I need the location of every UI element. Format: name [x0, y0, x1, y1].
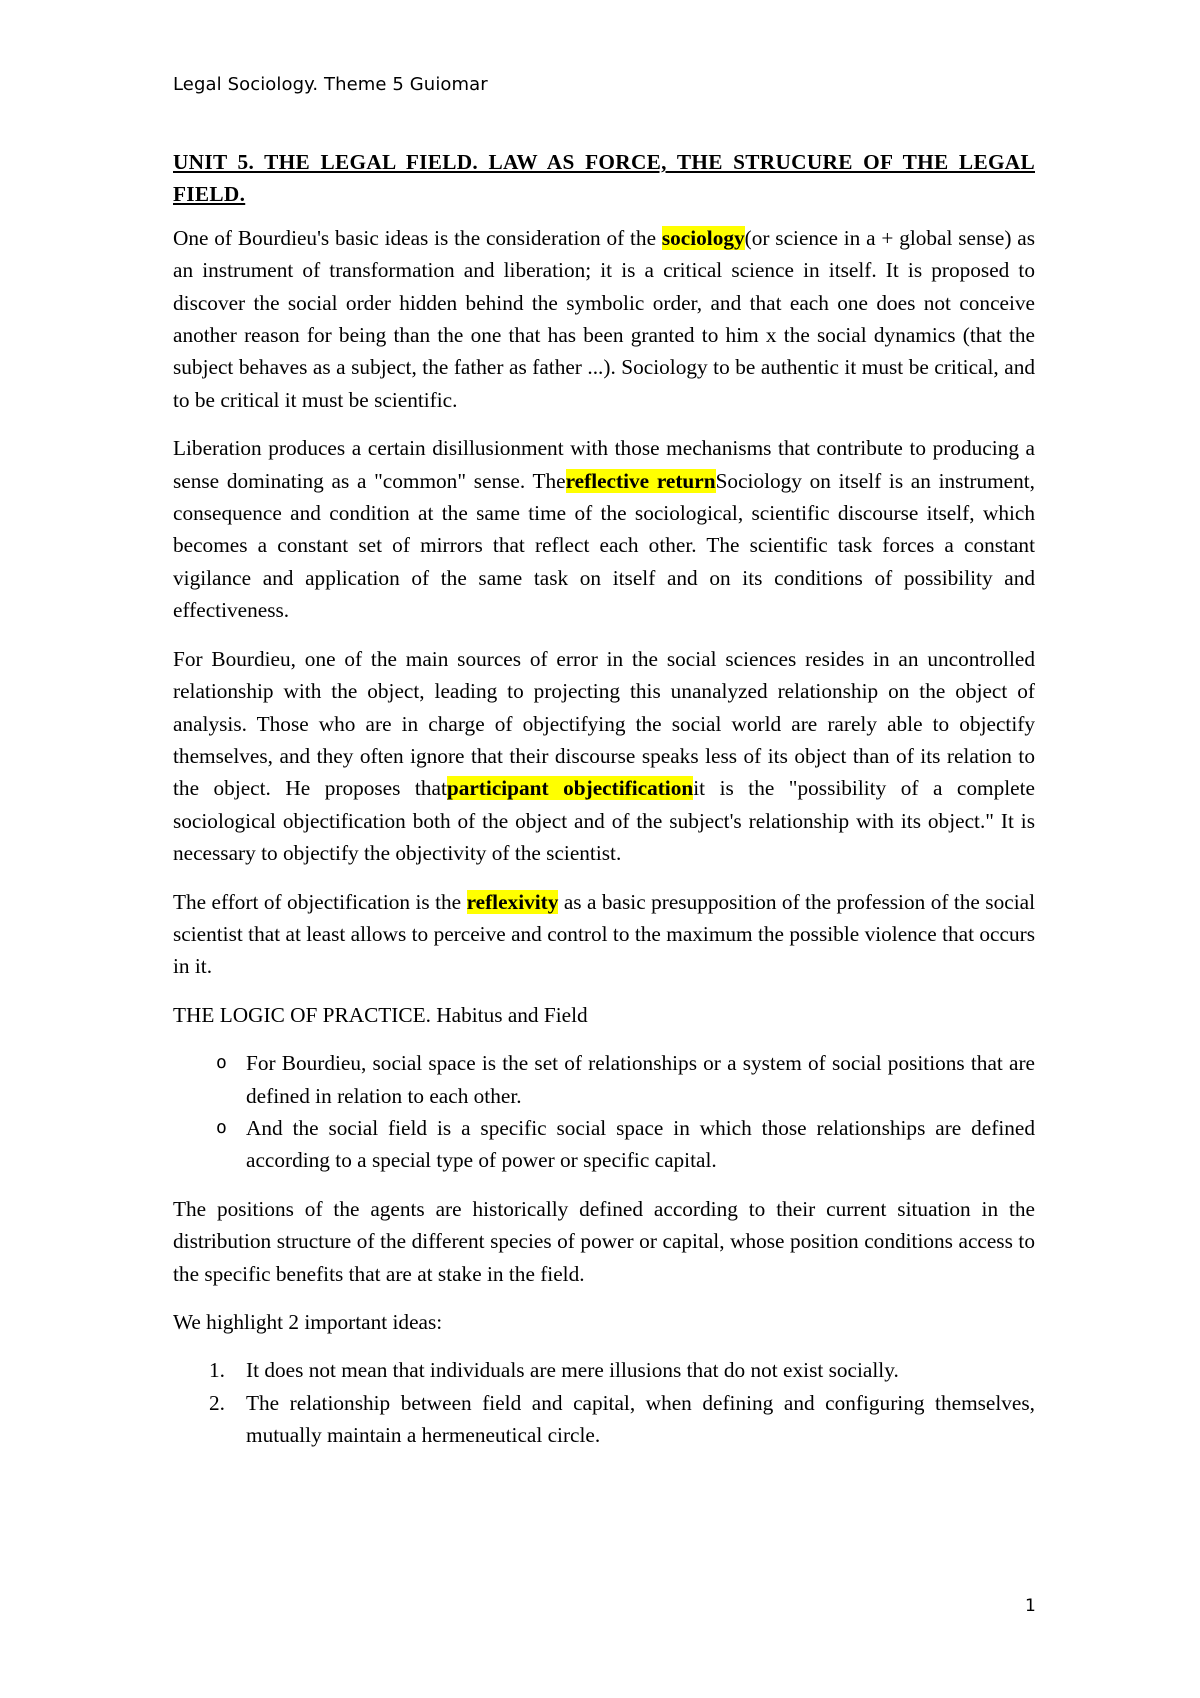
numbered-list — [173, 1354, 1035, 1451]
p3-after: it is the "possibility of a complete sociological objectification both of the object and of the subject's relationship with its object." It is necessary to objectify the objectivity of the scientist. — [173, 776, 1035, 866]
p3-before: For Bourdieu, one of the main sources of error in the social sciences resides in an uncontrolled relationship with the object, leading to projecting this unanalyzed relationship on the object of analysis. Those who are in charge of objectifying the social world are rarely able to objectify themselves, and they often ignore that their discourse speaks less of its object than of its relation to the object. He proposes that — [173, 646, 1035, 801]
paragraph-3 — [173, 643, 1035, 870]
item-text: It does not mean that individuals are mere illusions that do not exist socially. — [246, 1358, 899, 1383]
paragraph-1 — [173, 222, 1035, 416]
p4-before: The effort of objectification is the — [173, 889, 467, 914]
paragraph-2 — [173, 432, 1035, 626]
list-item — [173, 1354, 1035, 1386]
p2-after: Sociology on itself is an instrument, consequence and condition at the same time of the sociological, scientific discourse itself, which becomes a constant set of mirrors that reflect each other. The scientific task forces a constant vigilance and application of the same task on itself and on its conditions of possibility and effectiveness. — [173, 468, 1036, 623]
document-body — [173, 146, 1035, 1452]
item-number: 1. — [209, 1358, 225, 1383]
page-number: 1 — [1025, 1596, 1036, 1616]
highlight-participant-objectification: participant objectification — [446, 776, 694, 801]
highlight-reflexivity: reflexivity — [466, 889, 559, 914]
item-number: 2. — [209, 1390, 225, 1415]
list-item — [173, 1387, 1035, 1452]
p2-before: Liberation produces a certain disillusionment with those mechanisms that contribute to producing a sense dominating as a "common" sense. The — [173, 436, 1035, 493]
item-text: The relationship between field and capital, when defining and configuring themselves, mutually maintain a hermeneutical circle. — [246, 1390, 1035, 1448]
bullet-list — [173, 1047, 1035, 1177]
highlight-sociology: sociology — [661, 225, 745, 250]
unit-title: UNIT 5. THE LEGAL FIELD. LAW AS FORCE, THE STRUCURE OF THE LEGAL FIELD. — [173, 150, 1035, 207]
list-item — [173, 1112, 1035, 1177]
section-heading: THE LOGIC OF PRACTICE. Habitus and Field — [173, 1002, 588, 1027]
highlight-reflective-return: reflective return — [565, 468, 716, 493]
bullet-text: And the social field is a specific social space in which those relationships are defined according to a special type of power or specific capital. — [246, 1115, 1035, 1173]
paragraph-6: We highlight 2 important ideas: — [173, 1310, 443, 1334]
page-header: Legal Sociology. Theme 5 Guiomar — [173, 74, 488, 95]
p1-after: (or science in a + global sense) as an instrument of transformation and liberation; it is a critical science in itself. It is proposed to discover the social order hidden behind the symbolic order, and that each one does not conceive another reason for being than the one that has been granted to him x the social dynamics (that the subject behaves as a subject, the father as father ...). Sociology to be authentic it must be critical, and to be critical it must be scientific. — [173, 225, 1035, 412]
bullet-text: For Bourdieu, social space is the set of relationships or a system of social positions that are defined in relation to each other. — [246, 1051, 1035, 1108]
p4-after: as a basic presupposition of the profession of the social scientist that at least allows to perceive and control to the maximum the possible violence that occurs in it. — [173, 889, 1035, 979]
list-item — [173, 1047, 1035, 1112]
paragraph-5: The positions of the agents are historically defined according to their current situation in the distribution structure of the different species of power or capital, whose position conditions access to the specific benefits that are at stake in the field. — [173, 1196, 1035, 1286]
bullet-marker: o — [216, 1116, 227, 1138]
p1-before: One of Bourdieu's basic ideas is the consideration of the — [173, 225, 662, 250]
bullet-marker: o — [216, 1052, 227, 1074]
paragraph-4 — [173, 886, 1035, 983]
